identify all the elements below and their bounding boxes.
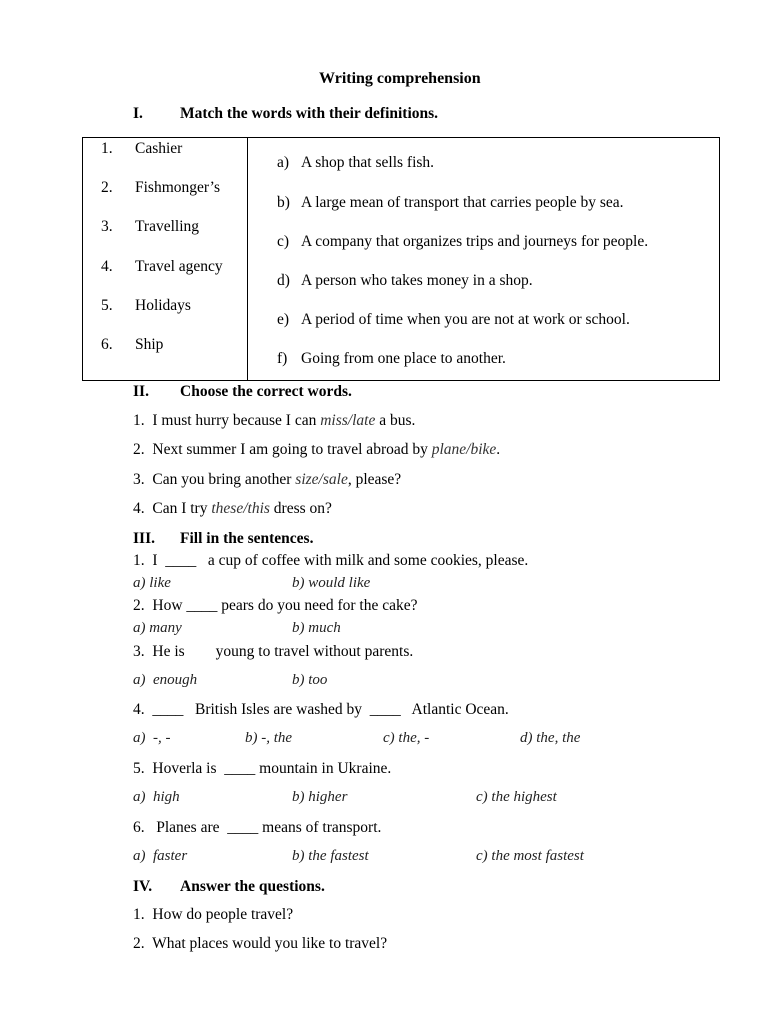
choice-item <box>133 471 401 489</box>
word-choice: these/this <box>211 500 270 517</box>
option-b: b) too <box>292 672 328 688</box>
item-number: 1. <box>133 906 145 923</box>
definition-text: A shop that sells fish. <box>301 154 435 171</box>
fill-sentence-5: 5. Hoverla is ____ mountain in Ukraine. <box>133 760 392 777</box>
section-1-heading: Match the words with their definitions. <box>180 105 439 122</box>
definition-letter: b) <box>277 194 290 211</box>
question-text: What places would you like to travel? <box>152 935 388 952</box>
option-a: a) -, - <box>133 730 171 746</box>
option-a: a) enough <box>133 672 198 688</box>
definition-text: A period of time when you are not at work or school. <box>301 311 630 328</box>
word-choice: size/sale <box>295 471 348 488</box>
definition-text: Going from one place to another. <box>301 350 506 367</box>
definition-text: A large mean of transport that carries people by sea. <box>301 194 624 211</box>
sentence-end: dress on? <box>269 500 332 517</box>
sentence-start: Can you bring another <box>152 471 296 488</box>
section-4-number: IV. <box>133 878 153 895</box>
item-number: 4. <box>133 500 145 517</box>
item-number: 2. <box>133 935 145 952</box>
option-b: b) much <box>292 620 341 636</box>
section-3-heading: Fill in the sentences. <box>180 530 314 547</box>
section-3-number: III. <box>133 530 155 547</box>
item-number: 2. <box>133 441 145 458</box>
choice-item <box>133 500 332 518</box>
section-2-heading: Choose the correct words. <box>180 383 352 400</box>
choice-item <box>133 412 415 430</box>
option-d: d) the, the <box>520 730 581 746</box>
item-number: 3. <box>133 471 145 488</box>
definition-letter: e) <box>277 311 290 328</box>
word-number: 2. <box>101 179 113 196</box>
fill-sentence-3: 3. He is young to travel without parents. <box>133 643 414 660</box>
fill-sentence-4: 4. ____ British Isles are washed by ____ Atlantic Ocean. <box>133 701 509 718</box>
question-item <box>133 906 293 924</box>
sentence-start: I must hurry because I can <box>152 412 321 429</box>
option-a: a) many <box>133 620 182 636</box>
word-item: Travelling <box>135 218 200 235</box>
question-item <box>133 935 387 953</box>
definition-letter: a) <box>277 154 290 171</box>
word-item: Holidays <box>135 297 191 314</box>
option-a: a) faster <box>133 848 188 864</box>
section-1-number: I. <box>133 105 143 122</box>
word-item: Cashier <box>135 140 183 157</box>
word-item: Fishmonger’s <box>135 179 220 196</box>
option-c: c) the most fastest <box>476 848 584 864</box>
section-4-heading: Answer the questions. <box>180 878 325 895</box>
word-number: 3. <box>101 218 113 235</box>
matching-table <box>82 137 720 381</box>
fill-sentence-2: 2. How ____ pears do you need for the cake? <box>133 597 418 614</box>
definition-letter: f) <box>277 350 288 367</box>
word-number: 1. <box>101 140 113 157</box>
definition-text: A company that organizes trips and journeys for people. <box>301 233 649 250</box>
choice-item <box>133 441 500 459</box>
option-b: b) the fastest <box>292 848 369 864</box>
option-c: c) the, - <box>383 730 430 746</box>
word-choice: miss/late <box>320 412 376 429</box>
sentence-end: a bus. <box>375 412 416 429</box>
word-number: 6. <box>101 336 113 353</box>
word-number: 4. <box>101 258 113 275</box>
section-2-number: II. <box>133 383 149 400</box>
option-c: c) the highest <box>476 789 557 805</box>
word-item: Ship <box>135 336 164 353</box>
word-item: Travel agency <box>135 258 223 275</box>
option-b: b) would like <box>292 575 371 591</box>
page-title: Writing comprehension <box>319 70 481 87</box>
word-number: 5. <box>101 297 113 314</box>
option-b: b) -, the <box>245 730 293 746</box>
sentence-end: , please? <box>347 471 402 488</box>
option-b: b) higher <box>292 789 348 805</box>
sentence-start: Next summer I am going to travel abroad by <box>152 441 432 458</box>
option-a: a) like <box>133 575 171 591</box>
sentence-end: . <box>496 441 501 458</box>
fill-sentence-1: 1. I ____ a cup of coffee with milk and some cookies, please. <box>133 552 529 569</box>
fill-sentence-6: 6. Planes are ____ means of transport. <box>133 819 382 836</box>
item-number: 1. <box>133 412 145 429</box>
option-a: a) high <box>133 789 180 805</box>
table-divider <box>247 138 248 380</box>
word-choice: plane/bike <box>431 441 497 458</box>
definition-text: A person who takes money in a shop. <box>301 272 533 289</box>
sentence-start: Can I try <box>152 500 212 517</box>
definition-letter: c) <box>277 233 290 250</box>
definition-letter: d) <box>277 272 290 289</box>
question-text: How do people travel? <box>152 906 294 923</box>
